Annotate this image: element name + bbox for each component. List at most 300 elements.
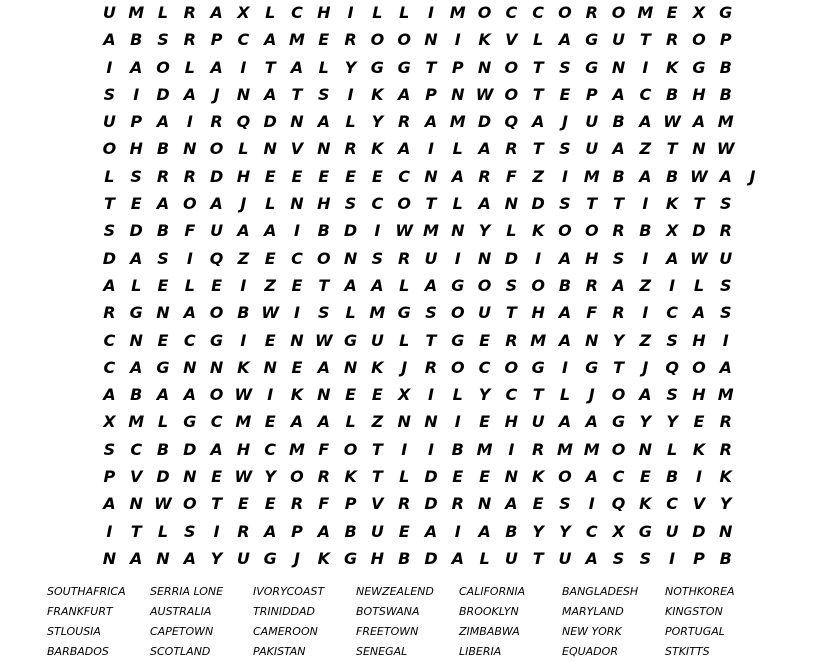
grid-letter[interactable]: N (451, 221, 465, 241)
grid-letter[interactable]: R (103, 303, 116, 323)
grid-letter[interactable]: V (130, 467, 143, 487)
grid-letter[interactable]: A (639, 166, 652, 186)
grid-letter[interactable]: B (156, 439, 170, 459)
grid-letter[interactable]: F (505, 166, 517, 186)
grid-letter[interactable]: L (533, 30, 544, 50)
grid-letter[interactable]: N (317, 139, 331, 159)
grid-letter[interactable]: E (318, 166, 330, 186)
grid-letter[interactable]: L (479, 548, 490, 568)
grid-letter[interactable]: N (263, 139, 277, 159)
grid-letter[interactable]: L (265, 3, 276, 22)
grid-letter[interactable]: R (290, 494, 304, 514)
grid-letter[interactable]: I (454, 248, 461, 268)
grid-letter[interactable]: S (559, 57, 571, 77)
grid-letter[interactable]: Q (209, 248, 224, 268)
grid-letter[interactable]: B (666, 84, 679, 104)
grid-letter[interactable]: T (291, 84, 303, 104)
grid-letter[interactable]: I (267, 385, 274, 405)
grid-letter[interactable]: S (130, 166, 142, 186)
grid-letter[interactable]: W (234, 385, 253, 405)
grid-letter[interactable]: A (317, 521, 330, 541)
grid-letter[interactable]: D (156, 467, 170, 487)
grid-letter[interactable]: K (639, 494, 652, 514)
grid-letter[interactable]: D (183, 439, 197, 459)
grid-letter[interactable]: C (210, 412, 223, 432)
grid-letter[interactable]: H (585, 248, 599, 268)
grid-letter[interactable]: K (371, 357, 384, 377)
grid-letter[interactable]: S (103, 84, 116, 104)
grid-letter[interactable]: B (130, 385, 143, 405)
grid-letter[interactable]: G (585, 357, 599, 377)
grid-letter[interactable]: R (424, 357, 438, 377)
grid-letter[interactable]: S (559, 494, 571, 514)
grid-letter[interactable]: A (478, 521, 491, 541)
grid-letter[interactable]: I (561, 357, 568, 377)
grid-letter[interactable]: A (183, 84, 196, 104)
grid-letter[interactable]: A (612, 139, 625, 159)
grid-letter[interactable]: S (157, 30, 169, 50)
grid-letter[interactable]: A (103, 494, 116, 514)
grid-letter[interactable]: G (397, 57, 411, 77)
grid-letter[interactable]: Y (532, 521, 544, 541)
grid-letter[interactable]: I (669, 275, 676, 295)
grid-letter[interactable]: E (264, 330, 276, 350)
grid-letter[interactable]: N (290, 330, 304, 350)
grid-letter[interactable]: R (665, 30, 679, 50)
grid-letter[interactable]: I (427, 3, 434, 22)
grid-letter[interactable]: A (692, 112, 706, 132)
grid-letter[interactable]: K (665, 194, 679, 214)
grid-letter[interactable]: N (451, 84, 465, 104)
grid-letter[interactable]: N (585, 330, 599, 350)
grid-letter[interactable]: H (692, 385, 706, 405)
grid-letter[interactable]: M (717, 112, 734, 132)
grid-letter[interactable]: G (692, 57, 706, 77)
grid-letter[interactable]: N (317, 385, 331, 405)
grid-letter[interactable]: W (261, 303, 279, 323)
grid-letter[interactable]: T (532, 57, 544, 77)
grid-letter[interactable]: L (506, 221, 517, 241)
grid-letter[interactable]: E (211, 467, 223, 487)
grid-letter[interactable]: Q (504, 112, 519, 132)
grid-letter[interactable]: A (371, 275, 384, 295)
grid-letter[interactable]: U (585, 139, 599, 159)
grid-letter[interactable]: I (347, 84, 354, 104)
grid-letter[interactable]: C (183, 330, 196, 350)
grid-letter[interactable]: P (451, 57, 464, 77)
grid-letter[interactable]: A (263, 221, 277, 241)
grid-letter[interactable]: U (719, 248, 733, 268)
grid-letter[interactable]: R (531, 439, 545, 459)
grid-letter[interactable]: R (612, 303, 625, 323)
grid-letter[interactable]: K (317, 548, 330, 568)
grid-letter[interactable]: A (665, 248, 679, 268)
grid-letter[interactable]: N (424, 30, 438, 50)
grid-letter[interactable]: C (103, 330, 116, 350)
grid-letter[interactable]: J (213, 84, 220, 104)
grid-letter[interactable]: I (454, 521, 461, 541)
grid-letter[interactable]: I (454, 412, 461, 432)
grid-letter[interactable]: N (263, 357, 277, 377)
grid-letter[interactable]: L (157, 3, 169, 22)
grid-letter[interactable]: M (530, 330, 547, 350)
grid-letter[interactable]: I (374, 221, 381, 241)
grid-letter[interactable]: A (719, 166, 732, 186)
grid-letter[interactable]: T (211, 494, 223, 514)
grid-letter[interactable]: L (104, 166, 115, 186)
grid-letter[interactable]: R (505, 139, 518, 159)
grid-letter[interactable]: B (612, 166, 625, 186)
grid-letter[interactable]: T (264, 57, 276, 77)
grid-letter[interactable]: E (345, 166, 357, 186)
grid-letter[interactable]: R (210, 112, 223, 132)
grid-letter[interactable]: R (398, 248, 411, 268)
grid-letter[interactable]: S (425, 303, 437, 323)
grid-letter[interactable]: T (532, 84, 544, 104)
grid-letter[interactable]: A (103, 30, 116, 50)
grid-letter[interactable]: I (642, 194, 649, 214)
grid-letter[interactable]: N (183, 139, 197, 159)
grid-letter[interactable]: N (236, 84, 251, 104)
grid-letter[interactable]: E (157, 330, 169, 350)
grid-letter[interactable]: G (129, 303, 143, 323)
grid-letter[interactable]: L (399, 275, 410, 295)
grid-letter[interactable]: N (477, 494, 492, 514)
grid-letter[interactable]: I (240, 57, 247, 77)
grid-letter[interactable]: T (425, 330, 437, 350)
grid-letter[interactable]: C (505, 3, 518, 22)
grid-letter[interactable]: I (427, 139, 434, 159)
grid-letter[interactable]: G (531, 357, 545, 377)
grid-letter[interactable]: D (531, 194, 545, 214)
grid-letter[interactable]: M (128, 3, 145, 22)
grid-letter[interactable]: O (584, 221, 599, 241)
grid-letter[interactable]: A (263, 84, 277, 104)
grid-letter[interactable]: D (343, 221, 358, 241)
grid-letter[interactable]: R (478, 166, 491, 186)
grid-letter[interactable]: A (130, 548, 143, 568)
grid-letter[interactable]: D (424, 494, 438, 514)
grid-letter[interactable]: W (314, 330, 333, 350)
grid-letter[interactable]: O (370, 30, 385, 50)
grid-letter[interactable]: I (642, 248, 649, 268)
grid-letter[interactable]: Y (612, 330, 625, 350)
grid-letter[interactable]: O (450, 303, 465, 323)
grid-letter[interactable]: K (692, 439, 706, 459)
grid-letter[interactable]: L (318, 57, 329, 77)
grid-letter[interactable]: S (666, 385, 678, 405)
grid-letter[interactable]: T (613, 357, 624, 377)
grid-letter[interactable]: A (344, 275, 357, 295)
grid-letter[interactable]: P (425, 84, 437, 104)
grid-letter[interactable]: J (561, 112, 568, 132)
grid-letter[interactable]: I (427, 385, 434, 405)
grid-letter[interactable]: V (371, 494, 384, 514)
grid-letter[interactable]: T (371, 439, 383, 459)
grid-letter[interactable]: L (345, 412, 356, 432)
grid-letter[interactable]: A (156, 112, 170, 132)
grid-letter[interactable]: A (130, 57, 143, 77)
grid-letter[interactable]: L (452, 139, 463, 159)
grid-letter[interactable]: N (343, 357, 358, 377)
grid-letter[interactable]: M (717, 385, 734, 405)
grid-letter[interactable]: D (692, 521, 706, 541)
grid-letter[interactable]: F (318, 439, 330, 459)
grid-letter[interactable]: A (424, 112, 438, 132)
grid-letter[interactable]: A (424, 521, 438, 541)
grid-letter[interactable]: A (639, 112, 652, 132)
grid-letter[interactable]: K (290, 385, 304, 405)
grid-letter[interactable]: M (449, 3, 466, 22)
grid-letter[interactable]: W (154, 494, 172, 514)
grid-letter[interactable]: J (294, 548, 300, 568)
grid-letter[interactable]: A (263, 521, 277, 541)
grid-letter[interactable]: A (156, 194, 170, 214)
grid-letter[interactable]: W (690, 166, 708, 186)
grid-letter[interactable]: A (397, 84, 411, 104)
grid-letter[interactable]: G (156, 357, 170, 377)
grid-letter[interactable]: A (397, 139, 411, 159)
grid-letter[interactable]: L (157, 521, 169, 541)
grid-letter[interactable]: C (639, 84, 652, 104)
grid-letter[interactable]: R (183, 30, 196, 50)
grid-letter[interactable]: T (505, 303, 517, 323)
grid-letter[interactable]: U (585, 112, 599, 132)
grid-letter[interactable]: G (370, 57, 384, 77)
grid-letter[interactable]: A (558, 30, 572, 50)
grid-letter[interactable]: G (451, 275, 465, 295)
grid-letter[interactable]: A (558, 303, 572, 323)
grid-letter[interactable]: X (665, 221, 679, 241)
grid-letter[interactable]: A (451, 548, 464, 568)
grid-letter[interactable]: D (209, 166, 224, 186)
grid-letter[interactable]: A (478, 139, 491, 159)
grid-letter[interactable]: Z (371, 412, 384, 432)
grid-letter[interactable]: N (209, 357, 224, 377)
grid-letter[interactable]: B (719, 57, 732, 77)
grid-letter[interactable]: P (719, 30, 732, 50)
grid-letter[interactable]: E (237, 494, 249, 514)
grid-letter[interactable]: A (317, 112, 330, 132)
grid-letter[interactable]: I (642, 303, 649, 323)
grid-letter[interactable]: U (531, 412, 545, 432)
grid-letter[interactable]: S (318, 84, 330, 104)
grid-letter[interactable]: F (184, 221, 196, 241)
grid-letter[interactable]: W (663, 112, 681, 132)
grid-letter[interactable]: N (692, 139, 706, 159)
grid-letter[interactable]: D (692, 221, 706, 241)
grid-letter[interactable]: B (130, 30, 143, 50)
grid-letter[interactable]: R (398, 494, 411, 514)
grid-letter[interactable]: E (479, 412, 491, 432)
grid-letter[interactable]: E (291, 357, 303, 377)
grid-letter[interactable]: X (692, 3, 706, 22)
grid-letter[interactable]: N (102, 548, 117, 568)
grid-letter[interactable]: N (183, 467, 197, 487)
grid-letter[interactable]: Y (666, 412, 678, 432)
grid-letter[interactable]: G (210, 330, 224, 350)
grid-letter[interactable]: K (665, 57, 679, 77)
grid-letter[interactable]: U (558, 548, 572, 568)
grid-letter[interactable]: M (289, 439, 305, 459)
grid-letter[interactable]: P (210, 30, 223, 50)
grid-letter[interactable]: S (559, 139, 571, 159)
grid-letter[interactable]: C (666, 494, 678, 514)
grid-letter[interactable]: V (692, 494, 706, 514)
grid-letter[interactable]: S (318, 303, 330, 323)
grid-letter[interactable]: D (504, 248, 518, 268)
grid-letter[interactable]: B (237, 303, 250, 323)
grid-letter[interactable]: O (611, 439, 626, 459)
grid-letter[interactable]: S (505, 275, 518, 295)
grid-letter[interactable]: E (371, 385, 383, 405)
grid-letter[interactable]: G (451, 330, 465, 350)
grid-letter[interactable]: C (291, 248, 303, 268)
grid-letter[interactable]: I (561, 166, 568, 186)
grid-letter[interactable]: C (666, 303, 678, 323)
grid-letter[interactable]: O (504, 357, 519, 377)
grid-letter[interactable]: X (397, 385, 411, 405)
grid-letter[interactable]: M (583, 166, 600, 186)
grid-letter[interactable]: S (184, 521, 196, 541)
grid-letter[interactable]: L (667, 439, 678, 459)
grid-letter[interactable]: N (343, 248, 358, 268)
grid-letter[interactable]: A (290, 57, 304, 77)
grid-letter[interactable]: I (240, 275, 247, 295)
grid-letter[interactable]: A (290, 412, 304, 432)
grid-letter[interactable]: A (183, 385, 196, 405)
grid-letter[interactable]: S (639, 548, 652, 568)
grid-letter[interactable]: O (156, 57, 170, 77)
grid-letter[interactable]: S (612, 248, 625, 268)
grid-letter[interactable]: D (424, 548, 438, 568)
grid-letter[interactable]: Y (478, 385, 491, 405)
grid-letter[interactable]: M (583, 439, 600, 459)
grid-letter[interactable]: T (532, 139, 544, 159)
grid-letter[interactable]: S (666, 330, 678, 350)
grid-letter[interactable]: K (237, 357, 250, 377)
grid-letter[interactable]: O (102, 139, 117, 159)
grid-letter[interactable]: A (183, 303, 196, 323)
grid-letter[interactable]: Y (719, 494, 732, 514)
grid-letter[interactable]: I (722, 330, 729, 350)
grid-letter[interactable]: E (264, 412, 276, 432)
grid-letter[interactable]: A (424, 275, 438, 295)
grid-letter[interactable]: M (556, 439, 573, 459)
grid-letter[interactable]: J (401, 357, 408, 377)
grid-letter[interactable]: A (558, 248, 572, 268)
grid-letter[interactable]: T (532, 548, 544, 568)
grid-letter[interactable]: N (477, 57, 492, 77)
grid-letter[interactable]: G (397, 303, 411, 323)
grid-letter[interactable]: T (103, 194, 115, 214)
grid-letter[interactable]: H (317, 194, 331, 214)
grid-letter[interactable]: O (209, 303, 224, 323)
grid-letter[interactable]: Z (237, 248, 250, 268)
grid-letter[interactable]: I (106, 57, 113, 77)
grid-letter[interactable]: T (693, 194, 705, 214)
grid-letter[interactable]: T (371, 467, 383, 487)
grid-letter[interactable]: A (639, 385, 652, 405)
grid-letter[interactable]: G (611, 412, 626, 432)
grid-letter[interactable]: N (504, 467, 519, 487)
grid-letter[interactable]: B (505, 521, 518, 541)
grid-letter[interactable]: T (532, 385, 544, 405)
grid-letter[interactable]: A (210, 57, 223, 77)
grid-letter[interactable]: O (290, 467, 304, 487)
grid-letter[interactable]: L (452, 194, 463, 214)
grid-letter[interactable]: N (183, 357, 197, 377)
grid-letter[interactable]: K (531, 221, 545, 241)
grid-letter[interactable]: L (345, 112, 356, 132)
grid-letter[interactable]: A (103, 385, 116, 405)
grid-letter[interactable]: M (289, 30, 305, 50)
grid-letter[interactable]: T (318, 275, 330, 295)
grid-letter[interactable]: S (559, 194, 571, 214)
grid-letter[interactable]: Z (639, 275, 652, 295)
grid-letter[interactable]: Q (236, 112, 251, 132)
grid-letter[interactable]: R (612, 221, 625, 241)
grid-letter[interactable]: O (611, 385, 626, 405)
grid-letter[interactable]: L (184, 57, 195, 77)
grid-letter[interactable]: I (695, 467, 702, 487)
grid-letter[interactable]: B (156, 221, 170, 241)
grid-letter[interactable]: B (317, 221, 330, 241)
grid-letter[interactable]: E (479, 467, 491, 487)
grid-letter[interactable]: Q (665, 357, 679, 377)
grid-letter[interactable]: I (240, 330, 247, 350)
grid-letter[interactable]: S (719, 303, 732, 323)
grid-letter[interactable]: C (505, 385, 518, 405)
grid-letter[interactable]: O (209, 385, 224, 405)
grid-letter[interactable]: O (209, 139, 224, 159)
grid-letter[interactable]: O (531, 275, 545, 295)
grid-letter[interactable]: S (371, 248, 384, 268)
grid-letter[interactable]: O (450, 357, 465, 377)
grid-letter[interactable]: N (477, 248, 492, 268)
grid-letter[interactable]: Q (611, 494, 626, 514)
grid-letter[interactable]: A (183, 548, 196, 568)
grid-letter[interactable]: C (398, 166, 411, 186)
grid-letter[interactable]: I (186, 112, 193, 132)
grid-letter[interactable]: S (103, 221, 116, 241)
grid-letter[interactable]: A (558, 330, 572, 350)
grid-letter[interactable]: S (103, 439, 116, 459)
grid-letter[interactable]: I (535, 248, 542, 268)
grid-letter[interactable]: G (263, 548, 277, 568)
grid-letter[interactable]: O (182, 194, 197, 214)
grid-letter[interactable]: A (210, 194, 223, 214)
grid-letter[interactable]: R (585, 3, 598, 22)
grid-letter[interactable]: A (585, 548, 598, 568)
grid-letter[interactable]: A (505, 494, 518, 514)
grid-letter[interactable]: O (692, 357, 706, 377)
grid-letter[interactable]: O (182, 494, 197, 514)
grid-letter[interactable]: S (157, 248, 169, 268)
grid-letter[interactable]: U (102, 112, 116, 132)
grid-letter[interactable]: G (638, 521, 652, 541)
grid-letter[interactable]: W (716, 139, 735, 159)
grid-letter[interactable]: E (559, 84, 571, 104)
grid-letter[interactable]: B (719, 84, 732, 104)
grid-letter[interactable]: U (370, 521, 384, 541)
grid-letter[interactable]: R (398, 112, 411, 132)
grid-letter[interactable]: C (130, 439, 143, 459)
grid-letter[interactable]: U (612, 30, 626, 50)
grid-letter[interactable]: J (642, 357, 649, 377)
grid-letter[interactable]: R (344, 139, 357, 159)
grid-letter[interactable]: A (585, 412, 598, 432)
